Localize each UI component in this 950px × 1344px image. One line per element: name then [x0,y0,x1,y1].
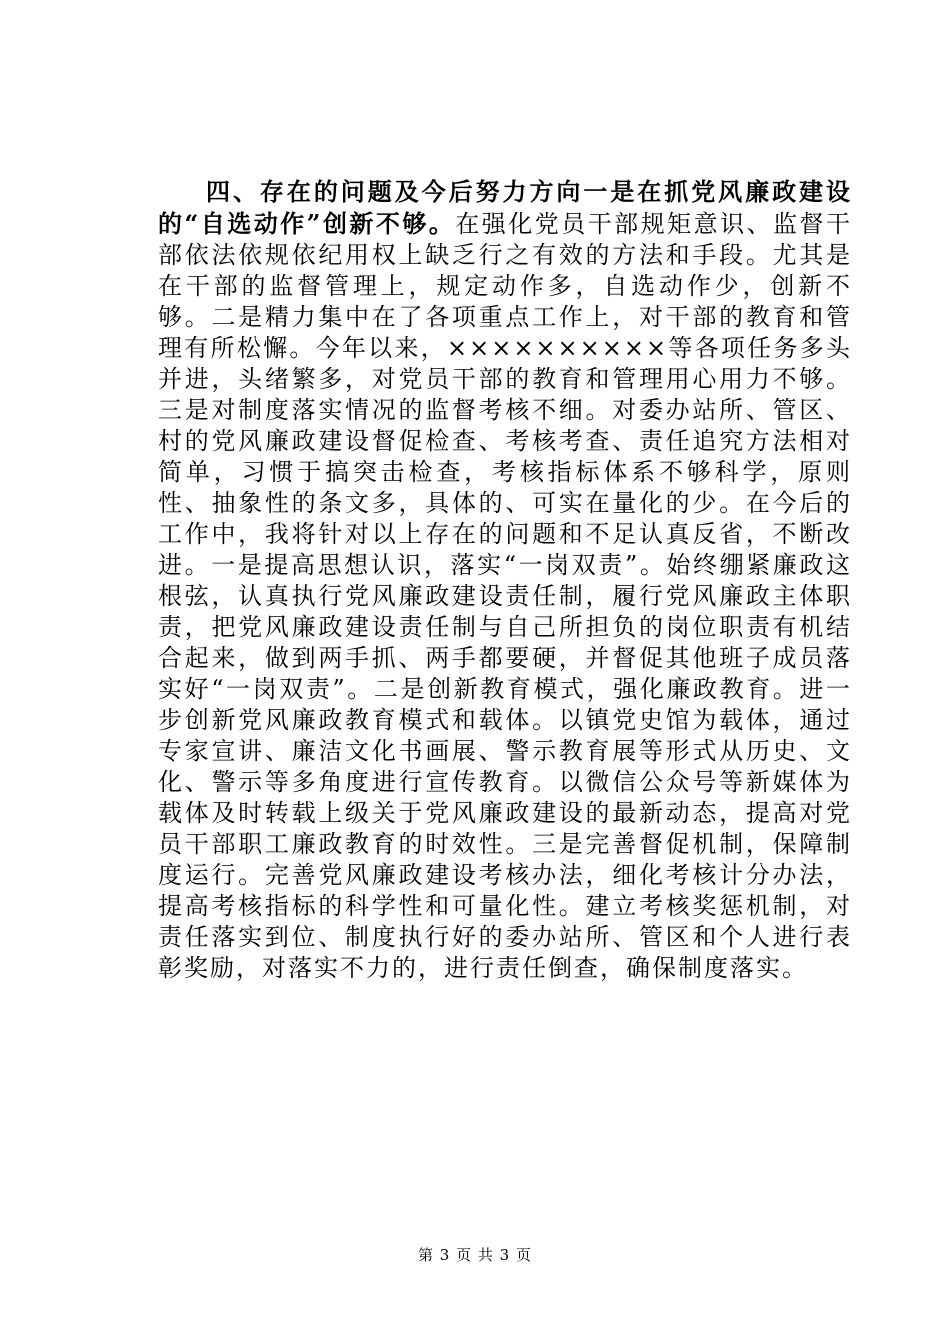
paragraph-text: 在强化党员干部规矩意识、监督干部依法依规依纪用权上缺乏行之有效的方法和手段。尤其是在干部的监督管理上，规定动作多，自选动作少，创新不够。二是精力集中在了各项重点工作上，对干部的教育和管理有所松懈。今年以来，××××××××××等各项任务多头并进，头绪繁多，对党员干部的教育和管理用心用力不够。三是对制度落实情况的监督考核不细。对委办站所、管区、村的党风廉政建设督促检查、考核考查、责任追究方法相对简单，习惯于搞突击检查，考核指标体系不够科学，原则性、抽象性的条文多，具体的、可实在量化的少。在今后的工作中，我将针对以上存在的问题和不足认真反省，不断改进。一是提高思想认识，落实“一岗双责”。始终绷紧廉政这根弦，认真执行党风廉政建设责任制，履行党风廉政主体职责，把党风廉政建设责任制与自己所担负的岗位职责有机结合起来，做到两手抓、两手都要硬，并督促其他班子成员落实好“一岗双责”。二是创新教育模式，强化廉政教育。进一步创新党风廉政教育模式和载体。以镇党史馆为载体，通过专家宣讲、廉洁文化书画展、警示教育展等形式从历史、文化、警示等多角度进行宣传教育。以微信公众号等新媒体为载体及时转载上级关于党风廉政建设的最新动态，提高对党员干部职工廉政教育的时效性。三是完善督促机制，保障制度运行。完善党风廉政建设考核办法，细化考核计分办法，提高考核指标的科学性和可量化性。建立考核奖惩机制，对责任落实到位、制度执行好的委办站所、管区和个人进行表彰奖励，对落实不力的，进行责任倒查，确保制度落实。 [158,210,852,982]
section-heading: 四、存在的问题及今后努力方向一是在抓党风廉政建设的“自选动作”创新不够。 [158,177,852,238]
page-footer: 第 3 页 共 3 页 [418,1246,532,1264]
body-paragraph [158,176,852,984]
